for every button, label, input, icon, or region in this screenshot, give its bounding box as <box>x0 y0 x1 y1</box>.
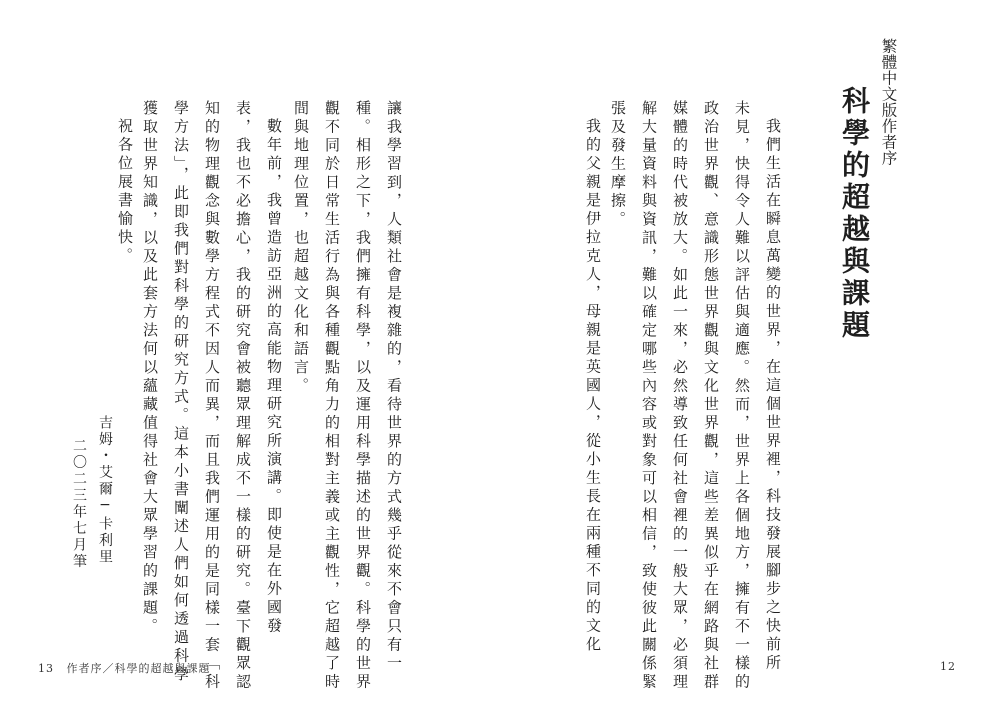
text-column: 我們生活在瞬息萬變的世界，在這個世界裡，科技發展腳步之快前所 <box>764 118 782 673</box>
text-column: 獲取世界知識，以及此套方法何以蘊藏值得社會大眾學習的課題。 <box>141 100 159 637</box>
page-number: 12 <box>940 660 956 673</box>
text-column: 讓我學習到，人類社會是複雜的，看待世界的方式幾乎從來不會只有一 <box>385 100 403 674</box>
text-column: 間與地理位置，也超越文化和語言。 <box>292 100 310 396</box>
text-column: 未見，快得令人難以評估與適應。然而，世界上各個地方，擁有不一樣的 <box>733 100 751 692</box>
section-subtitle: 繁體中文版作者序 <box>879 38 898 166</box>
running-header: 作者序／科學的超越與課題 <box>66 662 211 675</box>
text-column: 知的物理觀念與數學方程式不因人而異，而且我們運用的是同樣一套「科 <box>203 100 221 692</box>
text-column: 種。相形之下，我們擁有科學，以及運用科學描述的世界觀。科學的世界 <box>354 100 372 692</box>
text-column: 政治世界觀、意識形態世界觀與文化世界觀，這些差異似乎在網路與社群 <box>702 100 720 692</box>
signature-date: 二〇二三年七月筆 <box>71 438 87 570</box>
section-title: 科學的超越與課題 <box>838 86 871 342</box>
text-column: 表，我也不必擔心，我的研究會被聽眾理解成不一樣的研究。臺下觀眾認 <box>234 100 252 692</box>
text-column: 我的父親是伊拉克人，母親是英國人，從小生長在兩種不同的文化 <box>584 118 602 655</box>
text-column: 媒體的時代被放大。如此一來，必然導致任何社會裡的一般大眾，必須理 <box>671 100 689 692</box>
text-column: 解大量資料與資訊，難以確定哪些內容或對象可以相信，致使彼此關係緊 <box>640 100 658 692</box>
page-footer-left <box>38 660 211 676</box>
page-number: 13 <box>38 662 54 675</box>
text-column: 學方法」，此即我們對科學的研究方式。這本小書闡述人們如何透過科學 <box>172 100 190 685</box>
text-column: 數年前，我曾造訪亞洲的高能物理研究所演講。即使是在外國發 <box>265 118 283 636</box>
text-column: 張及發生摩擦。 <box>609 100 627 230</box>
closing-line: 祝各位展書愉快。 <box>116 118 134 266</box>
author-signature: 吉姆・艾爾─卡利里 <box>97 415 113 566</box>
text-column: 觀不同於日常生活行為與各種觀點角力的相對主義或主觀性，它超越了時 <box>323 100 341 692</box>
